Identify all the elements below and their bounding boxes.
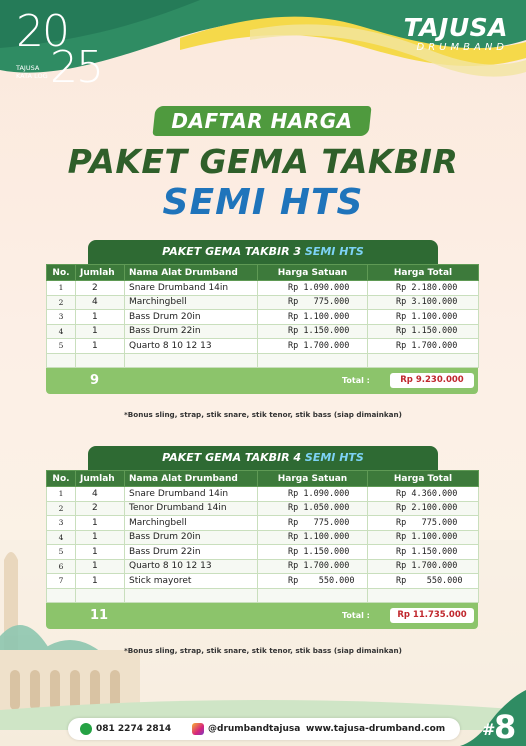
title-pill-text: DAFTAR HARGA — [171, 109, 353, 133]
row-jumlah: 1 — [76, 516, 125, 531]
col-harga-satuan: Harga Satuan — [258, 471, 368, 487]
year-logo-bottom: 25 — [50, 42, 102, 93]
row-harga-satuan: Rp 550.000 — [258, 574, 368, 589]
paket3-title-highlight: SEMI HTS — [304, 245, 364, 258]
col-no: No. — [47, 471, 76, 487]
col-jumlah: Jumlah — [76, 265, 125, 281]
table-row — [47, 530, 479, 545]
row-harga-satuan: Rp 1.090.000 — [258, 487, 368, 502]
row-harga-total: Rp 1.700.000 — [368, 559, 479, 574]
row-nama: Tenor Drumband 14in — [125, 501, 258, 516]
row-nama: Snare Drumband 14in — [125, 281, 258, 296]
paket4-total-value: Rp 11.735.000 — [390, 608, 474, 623]
row-jumlah: 2 — [76, 281, 125, 296]
row-nama: Marchingbell — [125, 516, 258, 531]
paket4-total-label: Total : — [342, 611, 370, 620]
row-no: 1 — [47, 487, 76, 502]
row-harga-satuan: Rp 1.050.000 — [258, 501, 368, 516]
row-harga-total: Rp 1.150.000 — [368, 545, 479, 560]
table-header-row — [47, 471, 479, 487]
page-hash: # — [482, 720, 496, 739]
page-number — [478, 704, 526, 746]
table-row — [47, 339, 479, 354]
title-pill — [152, 106, 371, 136]
row-no: 6 — [47, 559, 76, 574]
table-row — [47, 545, 479, 560]
table-row — [47, 281, 479, 296]
row-jumlah: 1 — [76, 324, 125, 339]
paket4-card — [46, 470, 478, 629]
row-no: 4 — [47, 530, 76, 545]
col-no: No. — [47, 265, 76, 281]
row-harga-total: Rp 3.100.000 — [368, 295, 479, 310]
row-nama: Bass Drum 22in — [125, 545, 258, 560]
col-nama: Nama Alat Drumband — [125, 265, 258, 281]
row-harga-satuan: Rp 775.000 — [258, 516, 368, 531]
row-jumlah: 1 — [76, 530, 125, 545]
paket3-tab — [88, 240, 438, 264]
row-nama: Marchingbell — [125, 295, 258, 310]
row-harga-satuan: Rp 775.000 — [258, 295, 368, 310]
table-row — [47, 324, 479, 339]
brand-logo — [404, 14, 508, 54]
row-no: 3 — [47, 310, 76, 325]
page-number-value: 8 — [494, 708, 517, 746]
row-harga-total: Rp 775.000 — [368, 516, 479, 531]
table-row-empty — [47, 353, 479, 368]
row-harga-satuan: Rp 1.150.000 — [258, 324, 368, 339]
row-nama: Bass Drum 20in — [125, 310, 258, 325]
row-jumlah: 1 — [76, 310, 125, 325]
row-no: 5 — [47, 339, 76, 354]
row-harga-total: Rp 1.150.000 — [368, 324, 479, 339]
row-harga-total: Rp 2.180.000 — [368, 281, 479, 296]
instagram-icon — [192, 723, 204, 735]
row-no: 7 — [47, 574, 76, 589]
row-jumlah: 1 — [76, 574, 125, 589]
row-harga-total: Rp 550.000 — [368, 574, 479, 589]
paket3-total-value: Rp 9.230.000 — [390, 373, 474, 388]
paket3-note: *Bonus sling, strap, stik snare, stik tenor, stik bass (siap dimainkan) — [124, 410, 402, 419]
paket3-total-label: Total : — [342, 376, 370, 385]
table-header-row — [47, 265, 479, 281]
table-row — [47, 501, 479, 516]
row-nama: Snare Drumband 14in — [125, 487, 258, 502]
year-logo-subtitle: TAJUSA KATA LOG — [16, 64, 48, 80]
row-nama: Quarto 8 10 12 13 — [125, 339, 258, 354]
website-link[interactable]: www.tajusa-drumband.com — [306, 724, 446, 734]
paket3-title: PAKET GEMA TAKBIR 3 — [162, 245, 302, 258]
row-harga-total: Rp 1.100.000 — [368, 530, 479, 545]
instagram-link[interactable]: @drumbandtajusa — [208, 724, 301, 734]
year-logo — [14, 6, 104, 96]
row-nama: Stick mayoret — [125, 574, 258, 589]
table-row — [47, 487, 479, 502]
paket4-count: 11 — [90, 608, 109, 623]
paket3-table — [46, 264, 479, 368]
table-row — [47, 574, 479, 589]
col-jumlah: Jumlah — [76, 471, 125, 487]
paket4-tab — [88, 446, 438, 470]
row-no: 3 — [47, 516, 76, 531]
paket4-note: *Bonus sling, strap, stik snare, stik tenor, stik bass (siap dimainkan) — [124, 646, 402, 655]
paket4-summary — [46, 603, 478, 629]
table-row — [47, 516, 479, 531]
row-jumlah: 4 — [76, 295, 125, 310]
row-harga-satuan: Rp 1.700.000 — [258, 559, 368, 574]
row-harga-satuan: Rp 1.100.000 — [258, 530, 368, 545]
paket4-title: PAKET GEMA TAKBIR 4 — [162, 451, 302, 464]
year-logo-top: 20 — [16, 6, 68, 57]
col-harga-total: Harga Total — [368, 265, 479, 281]
phone-link[interactable]: 081 2274 2814 — [96, 724, 172, 734]
whatsapp-icon — [80, 723, 92, 735]
row-nama: Quarto 8 10 12 13 — [125, 559, 258, 574]
paket3-count: 9 — [90, 373, 100, 388]
contact-bar — [68, 718, 460, 740]
paket3-card — [46, 264, 478, 394]
page-subtitle: SEMI HTS — [162, 182, 364, 223]
brand-tagline: DRUMBAND — [416, 42, 508, 53]
row-harga-satuan: Rp 1.700.000 — [258, 339, 368, 354]
row-no: 2 — [47, 501, 76, 516]
row-harga-total: Rp 1.100.000 — [368, 310, 479, 325]
row-harga-satuan: Rp 1.090.000 — [258, 281, 368, 296]
row-nama: Bass Drum 22in — [125, 324, 258, 339]
row-no: 1 — [47, 281, 76, 296]
page-title: PAKET GEMA TAKBIR — [67, 142, 459, 181]
row-nama: Bass Drum 20in — [125, 530, 258, 545]
row-harga-total: Rp 2.100.000 — [368, 501, 479, 516]
col-harga-total: Harga Total — [368, 471, 479, 487]
row-harga-satuan: Rp 1.100.000 — [258, 310, 368, 325]
row-harga-total: Rp 1.700.000 — [368, 339, 479, 354]
table-row — [47, 295, 479, 310]
row-jumlah: 4 — [76, 487, 125, 502]
col-harga-satuan: Harga Satuan — [258, 265, 368, 281]
brand-name: TAJUSA — [403, 13, 508, 42]
paket3-summary — [46, 368, 478, 394]
row-harga-total: Rp 4.360.000 — [368, 487, 479, 502]
row-jumlah: 1 — [76, 545, 125, 560]
table-row — [47, 559, 479, 574]
table-row-empty — [47, 588, 479, 603]
paket4-table — [46, 470, 479, 603]
row-no: 4 — [47, 324, 76, 339]
table-row — [47, 310, 479, 325]
row-jumlah: 1 — [76, 559, 125, 574]
row-no: 2 — [47, 295, 76, 310]
row-jumlah: 2 — [76, 501, 125, 516]
row-harga-satuan: Rp 1.150.000 — [258, 545, 368, 560]
paket4-title-highlight: SEMI HTS — [304, 451, 364, 464]
col-nama: Nama Alat Drumband — [125, 471, 258, 487]
row-no: 5 — [47, 545, 76, 560]
row-jumlah: 1 — [76, 339, 125, 354]
